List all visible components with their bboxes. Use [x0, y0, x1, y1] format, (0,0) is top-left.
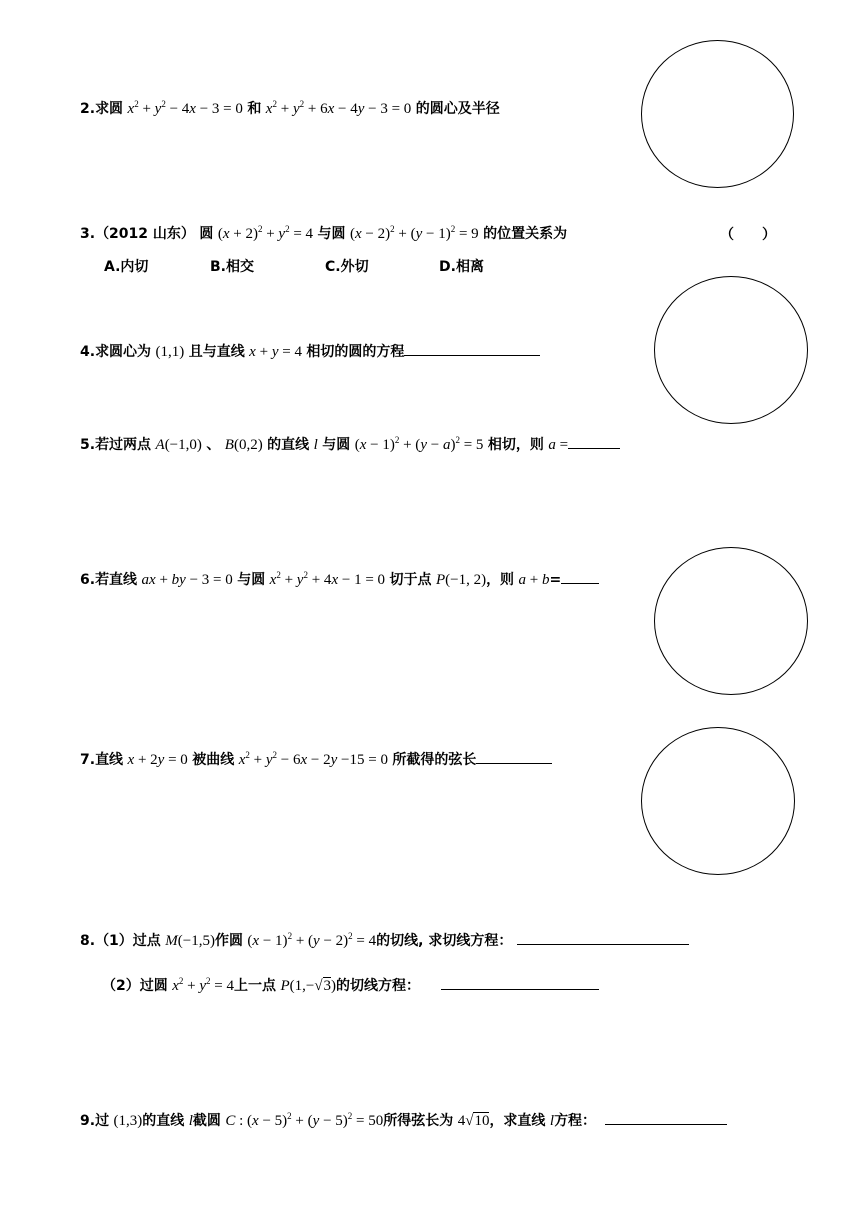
question-text: 圆: [199, 226, 214, 242]
drawing-circle-2: [654, 276, 808, 424]
equation-curve: $x^2 + y^2 - 6x - 2y -15 = 0$: [238, 750, 388, 768]
question-text: ，则: [486, 572, 515, 588]
equation-circle: $(x - 1)^2 + (y - 2)^2 = 4$: [247, 931, 377, 949]
question-text: 的圆心及半径: [415, 101, 500, 117]
question-text: 且与直线: [188, 344, 245, 360]
equation-line: x + 2y = 0: [127, 752, 188, 768]
question-text: 的位置关系为: [483, 226, 568, 242]
answer-blank[interactable]: [605, 1110, 727, 1125]
question-text: 切于点: [389, 572, 432, 588]
center-point: (1,1): [155, 344, 185, 360]
question-text: 作圆: [214, 933, 243, 949]
question-text: 的切线方程：: [336, 978, 421, 994]
question-source: （2012 山东）: [95, 226, 195, 242]
point-p: P(−1, 2): [435, 572, 487, 588]
question-text: 直线: [95, 752, 124, 768]
question-text: 求圆: [95, 101, 124, 117]
answer-parentheses: （ ）: [720, 227, 776, 243]
point-m: M(−1,5): [165, 933, 215, 949]
question-text: 与圆: [317, 226, 346, 242]
point: (1,3): [113, 1113, 143, 1129]
point-b: B(0,2): [224, 437, 263, 453]
question-text: 若过两点: [95, 437, 152, 453]
question-7: [80, 749, 552, 770]
question-text: 求圆心为: [95, 344, 152, 360]
equation-circle-1: $x^2 + y^2 - 4x - 3 = 0$: [127, 99, 243, 117]
question-text: 所得弦长为: [383, 1113, 454, 1129]
line-l: l: [313, 437, 318, 453]
question-text: 与圆: [322, 437, 351, 453]
answer-blank[interactable]: [404, 341, 540, 356]
question-2: [80, 99, 500, 119]
question-3: [80, 224, 567, 244]
drawing-circle-3: [654, 547, 808, 695]
question-text: 过: [95, 1113, 110, 1129]
question-text: 的直线: [267, 437, 310, 453]
expression-a-plus-b: a + b: [518, 572, 550, 588]
question-number: 6.: [80, 572, 96, 588]
question-number: 9.: [80, 1113, 96, 1129]
line-l: l: [549, 1113, 555, 1129]
equation-circle-2: $x^2 + y^2 + 6x - 4y - 3 = 0$: [265, 99, 412, 117]
question-6: [80, 569, 599, 590]
equation-circle: $x^2 + y^2 + 4x - 1 = 0$: [269, 570, 386, 588]
question-text: 的直线: [142, 1113, 185, 1129]
question-text: 与圆: [237, 572, 266, 588]
option-b: B.相交: [210, 259, 254, 275]
question-text: 的切线, 求切线方程：: [376, 933, 513, 949]
question-text: ，求直线: [489, 1113, 546, 1129]
question-5: [80, 434, 620, 455]
question-text: 被曲线: [192, 752, 235, 768]
equation-line: ax + by − 3 = 0: [141, 572, 233, 588]
equation-line: x + y = 4: [249, 344, 302, 360]
equation-circle-b: $(x - 2)^2 + (y - 1)^2 = 9$: [349, 224, 479, 242]
question-text: =: [549, 572, 562, 588]
point-a: A(−1,0): [155, 437, 202, 453]
question-text: 、: [206, 437, 221, 453]
drawing-circle-4: [641, 727, 795, 875]
option-c: C.外切: [325, 259, 369, 275]
question-text: 上一点: [233, 978, 276, 994]
answer-blank[interactable]: [561, 569, 599, 584]
answer-blank[interactable]: [568, 434, 620, 449]
chord-length: 4√10: [457, 1113, 490, 1129]
question-number: 8.: [80, 933, 96, 949]
answer-blank[interactable]: [476, 749, 552, 764]
drawing-circle-1: [641, 40, 794, 188]
question-4: [80, 341, 540, 362]
question-text: 相切的圆的方程: [306, 344, 405, 360]
question-number: 7.: [80, 752, 96, 768]
question-number: 4.: [80, 344, 96, 360]
question-text: 方程：: [554, 1113, 597, 1129]
question-text: （2）过圆: [102, 978, 168, 994]
question-text: 所截得的弦长: [392, 752, 477, 768]
question-9: [80, 1110, 727, 1131]
point-p: P(1,−√3): [280, 978, 337, 994]
question-text: （1）过点: [95, 933, 161, 949]
question-number: 3.: [80, 226, 96, 242]
answer-blank[interactable]: [517, 930, 689, 945]
question-text: 截圆: [192, 1113, 221, 1129]
question-text: 若直线: [95, 572, 138, 588]
question-text: 和: [247, 101, 262, 117]
variable-a: a =: [548, 437, 569, 453]
line-l: l: [188, 1113, 193, 1129]
equation-circle: $x^2 + y^2 = 4$: [172, 976, 234, 994]
question-number: 5.: [80, 437, 96, 453]
answer-blank[interactable]: [441, 975, 599, 990]
equation-circle: $(x - 1)^2 + (y - a)^2 = 5$: [354, 435, 484, 453]
question-number: 2.: [80, 101, 96, 117]
question-8-part-2: [102, 975, 599, 996]
question-text: 相切，则: [487, 437, 544, 453]
option-d: D.相离: [439, 259, 484, 275]
equation-circle-a: $(x + 2)^2 + y^2 = 4$: [217, 224, 314, 242]
question-8-part-1: [80, 930, 689, 951]
option-a: A.内切: [104, 259, 149, 275]
equation-circle: C : $(x - 5)^2 + (y - 5)^2 = 50$: [225, 1111, 384, 1129]
